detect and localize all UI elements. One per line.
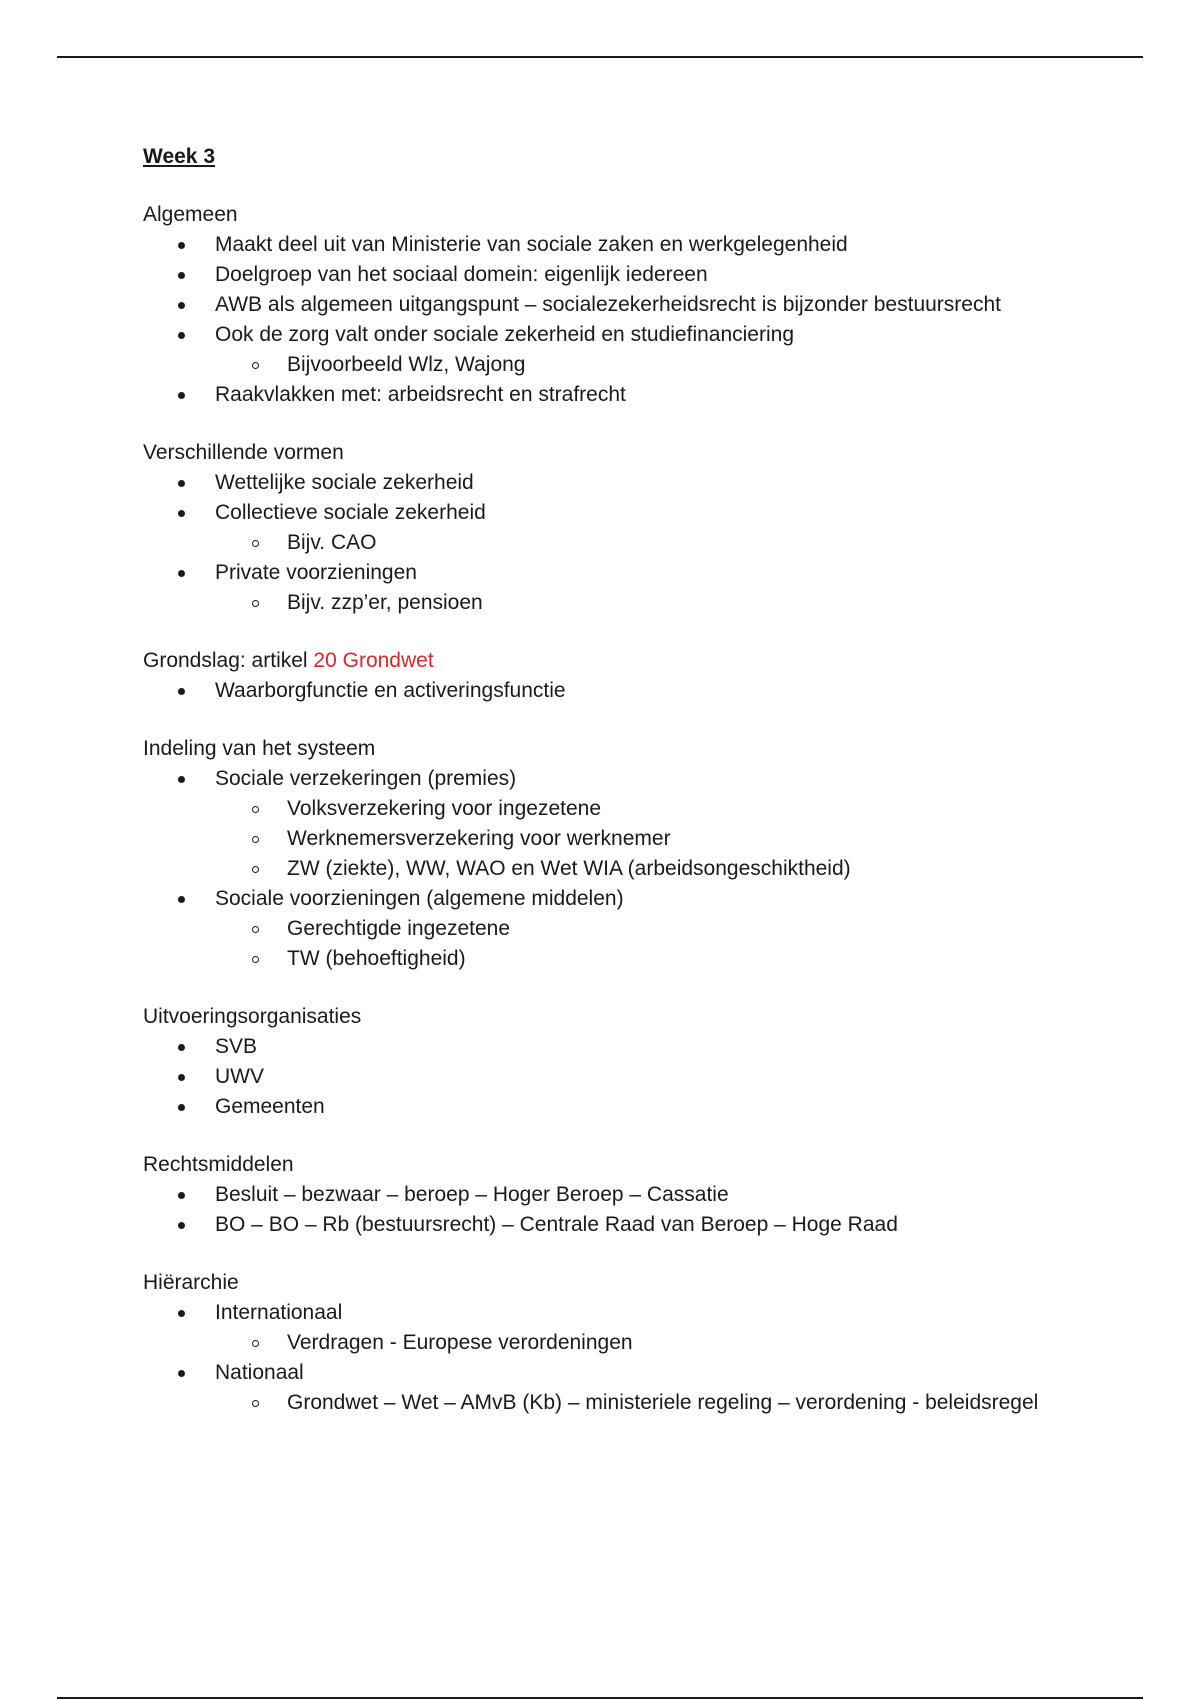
list-item-text: SVB [215, 1035, 258, 1058]
list-item-text: Maakt deel uit van Ministerie van sociale zaken en werkgelegenheid [215, 233, 848, 256]
list-item-text: Private voorzieningen [215, 561, 417, 584]
sub-bullet-list [215, 794, 1103, 884]
list-item [215, 1210, 1103, 1240]
sub-bullet-list [215, 914, 1103, 974]
list-item-text: Besluit – bezwaar – beroep – Hoger Beroep – Cassatie [215, 1183, 729, 1206]
header-rule [57, 56, 1143, 58]
section-heading [143, 438, 1103, 468]
sub-bullet-list [215, 588, 1103, 618]
list-item [215, 1092, 1103, 1122]
sub-list-item: Verdragen - Europese verordeningen [287, 1328, 1103, 1358]
bullet-list [143, 1180, 1103, 1240]
bullet-list [143, 468, 1103, 618]
sub-bullet-list [215, 350, 1103, 380]
section [143, 1002, 1103, 1122]
list-item-text: Gemeenten [215, 1095, 325, 1118]
bullet-list [143, 1298, 1103, 1418]
section [143, 734, 1103, 974]
list-item [215, 1298, 1103, 1358]
list-item-text: Raakvlakken met: arbeidsrecht en strafrecht [215, 383, 626, 406]
section [143, 200, 1103, 410]
list-item-text: Sociale verzekeringen (premies) [215, 767, 517, 790]
list-item-text: Waarborgfunctie en activeringsfunctie [215, 679, 566, 702]
section-heading [143, 1150, 1103, 1180]
section-heading [143, 1268, 1103, 1298]
list-item-text: AWB als algemeen uitgangspunt – socialezekerheidsrecht is bijzonder bestuursrecht [215, 293, 1001, 316]
section-heading-text: Indeling van het systeem [143, 737, 376, 760]
section-heading [143, 1002, 1103, 1032]
page-title: Week 3 [143, 145, 215, 168]
list-item [215, 1062, 1103, 1092]
highlighted-reference: 20 Grondwet [313, 649, 434, 672]
section-heading [143, 200, 1103, 230]
list-item [215, 1032, 1103, 1062]
list-item-text: Sociale voorzieningen (algemene middelen) [215, 887, 624, 910]
list-item [215, 676, 1103, 706]
section [143, 1268, 1103, 1418]
section [143, 1150, 1103, 1240]
list-item-text: Internationaal [215, 1301, 343, 1324]
section-heading-text: Algemeen [143, 203, 238, 226]
sub-list-item: TW (behoeftigheid) [287, 944, 1103, 974]
footer-rule [57, 1697, 1143, 1699]
section-heading [143, 734, 1103, 764]
sub-bullet-list [215, 1328, 1103, 1358]
list-item-text: BO – BO – Rb (bestuursrecht) – Centrale Raad van Beroep – Hoge Raad [215, 1213, 898, 1236]
section-heading-text: Hiërarchie [143, 1271, 239, 1294]
sub-list-item: Bijv. CAO [287, 528, 1103, 558]
sub-list-item: Bijv. zzp’er, pensioen [287, 588, 1103, 618]
section-heading-text: Verschillende vormen [143, 441, 344, 464]
list-item [215, 884, 1103, 974]
list-item [215, 290, 1103, 320]
list-item [215, 1358, 1103, 1418]
sub-bullet-list [215, 528, 1103, 558]
document-body [143, 142, 1103, 1446]
list-item [215, 468, 1103, 498]
list-item-text: UWV [215, 1065, 264, 1088]
bullet-list [143, 1032, 1103, 1122]
list-item [215, 380, 1103, 410]
list-item [215, 764, 1103, 884]
sections-container [143, 200, 1103, 1418]
bullet-list [143, 230, 1103, 410]
section-heading-text: Uitvoeringsorganisaties [143, 1005, 362, 1028]
bullet-list [143, 764, 1103, 974]
list-item-text: Wettelijke sociale zekerheid [215, 471, 474, 494]
section-heading-text: Grondslag: artikel [143, 649, 314, 672]
list-item-text: Ook de zorg valt onder sociale zekerheid en studiefinanciering [215, 323, 795, 346]
section-heading-text: Rechtsmiddelen [143, 1153, 294, 1176]
list-item-text: Doelgroep van het sociaal domein: eigenlijk iedereen [215, 263, 708, 286]
list-item [215, 320, 1103, 380]
list-item [215, 498, 1103, 558]
bullet-list [143, 676, 1103, 706]
sub-list-item: Gerechtigde ingezetene [287, 914, 1103, 944]
section-heading [143, 646, 1103, 676]
section [143, 646, 1103, 706]
list-item [215, 260, 1103, 290]
sub-list-item: Bijvoorbeeld Wlz, Wajong [287, 350, 1103, 380]
sub-list-item: Werknemersverzekering voor werknemer [287, 824, 1103, 854]
section [143, 438, 1103, 618]
sub-bullet-list [215, 1388, 1103, 1418]
list-item-text: Nationaal [215, 1361, 304, 1384]
sub-list-item: Grondwet – Wet – AMvB (Kb) – ministeriele regeling – verordening - beleidsregel [287, 1388, 1103, 1418]
sub-list-item: ZW (ziekte), WW, WAO en Wet WIA (arbeidsongeschiktheid) [287, 854, 1103, 884]
list-item [215, 558, 1103, 618]
list-item [215, 1180, 1103, 1210]
sub-list-item: Volksverzekering voor ingezetene [287, 794, 1103, 824]
list-item-text: Collectieve sociale zekerheid [215, 501, 486, 524]
list-item [215, 230, 1103, 260]
